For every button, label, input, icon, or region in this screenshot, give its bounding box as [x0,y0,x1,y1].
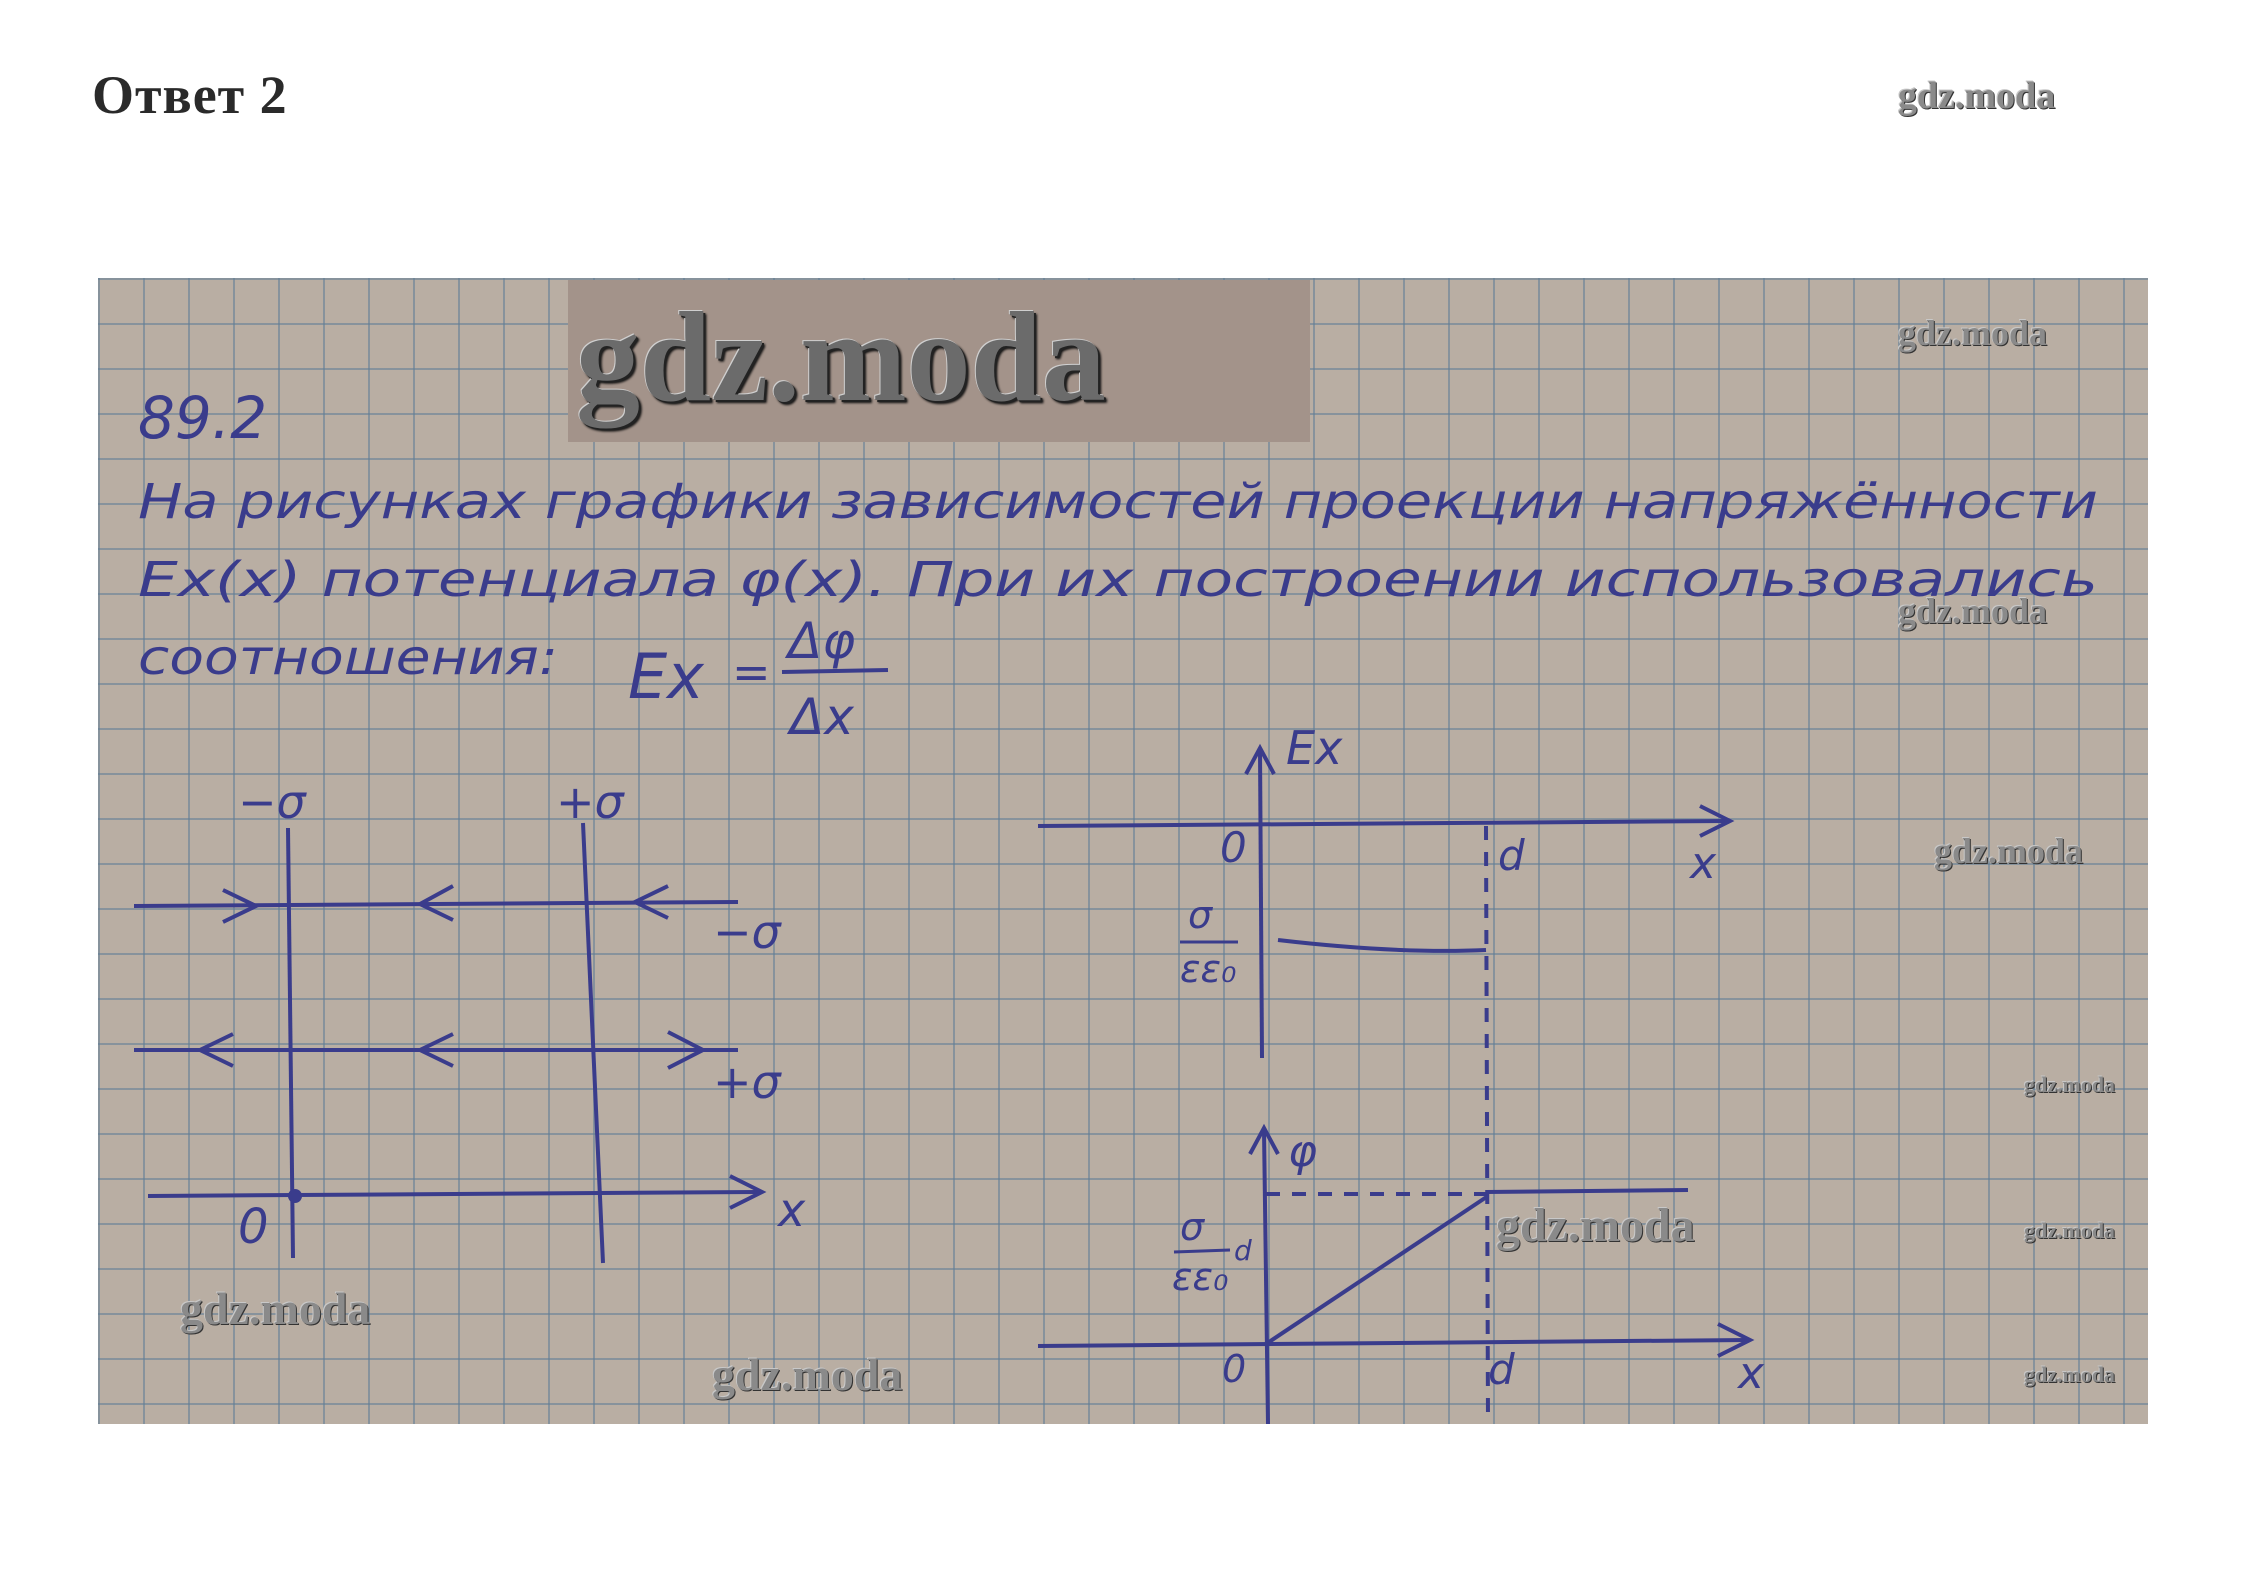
text-line-1: На рисунках графики зависимостей проекции напряжённости [138,474,2098,530]
row1-line [134,902,738,906]
page-title: Ответ 2 [92,65,288,125]
ex-value-line [1278,940,1486,951]
ex-x-axis [1038,821,1728,826]
left-diagram [134,823,762,1263]
formula-numerator: Δφ [788,612,856,670]
row-label-minus: −σ [713,905,781,959]
watermark-photo-6: gdz.moda [2024,1218,2116,1243]
formula-lhs: Ex [628,640,704,713]
notebook-photo [98,278,2148,1424]
handwriting-layer [98,278,2148,1424]
text-line-2: Ex(x) потенциала φ(x). При их построении использовались [138,552,2098,608]
watermark-header: gdz.moda [1898,75,2056,117]
phi-value-bar [1174,1250,1230,1252]
plate-label-plus: +σ [556,775,624,829]
problem-number: 89.2 [138,384,268,452]
text-line-3: соотношения: [138,630,558,686]
ex-graph [1038,748,1730,1424]
left-x-label: x [778,1183,806,1237]
plate-plus-line [583,823,603,1263]
watermark-photo-8: gdz.moda [180,1283,371,1334]
formula-fraction-bar [782,670,888,672]
watermark-photo-4: gdz.moda [2024,1072,2116,1097]
ex-y-axis [1260,750,1262,1058]
phi-value-num: σ [1180,1205,1205,1249]
ex-value-den: εε₀ [1180,947,1237,991]
formula-denominator: Δx [790,688,854,746]
phi-constant-line [1486,1190,1688,1192]
left-x-axis [148,1192,758,1196]
plate-label-minus: −σ [238,775,306,829]
watermark-photo-5: gdz.moda [1496,1199,1695,1252]
phi-x-axis [1038,1340,1748,1346]
phi-value-den: εε₀ [1172,1255,1229,1299]
watermark-photo-9: gdz.moda [712,1349,903,1400]
ex-value-num: σ [1188,893,1213,937]
watermark-photo-7: gdz.moda [2024,1362,2116,1387]
phi-x-label: x [1738,1348,1765,1399]
ex-x-label: x [1690,838,1717,889]
phi-origin-label: 0 [1222,1347,1247,1391]
formula-eq: = [732,645,771,699]
phi-graph [1038,1128,1750,1424]
phi-value-suffix: d [1234,1234,1252,1267]
phi-linear-line [1266,1196,1488,1344]
ex-d-label: d [1498,831,1525,880]
phi-y-label: φ [1288,1126,1318,1177]
watermark-banner-text: gdz.moda [576,286,1106,428]
watermark-photo-1: gdz.moda [1898,313,2048,353]
ex-y-label: Ex [1286,721,1343,775]
phi-y-axis [1264,1130,1268,1424]
row-label-plus: +σ [713,1055,781,1109]
watermark-photo-3: gdz.moda [1934,831,2084,871]
ex-origin-label: 0 [1220,823,1247,872]
watermark-photo-2: gdz.moda [1898,591,2048,631]
d-dashed-line [1486,826,1488,1424]
left-origin-label: 0 [238,1199,269,1255]
phi-d-label: d [1488,1345,1515,1394]
left-origin-dot [288,1189,302,1203]
